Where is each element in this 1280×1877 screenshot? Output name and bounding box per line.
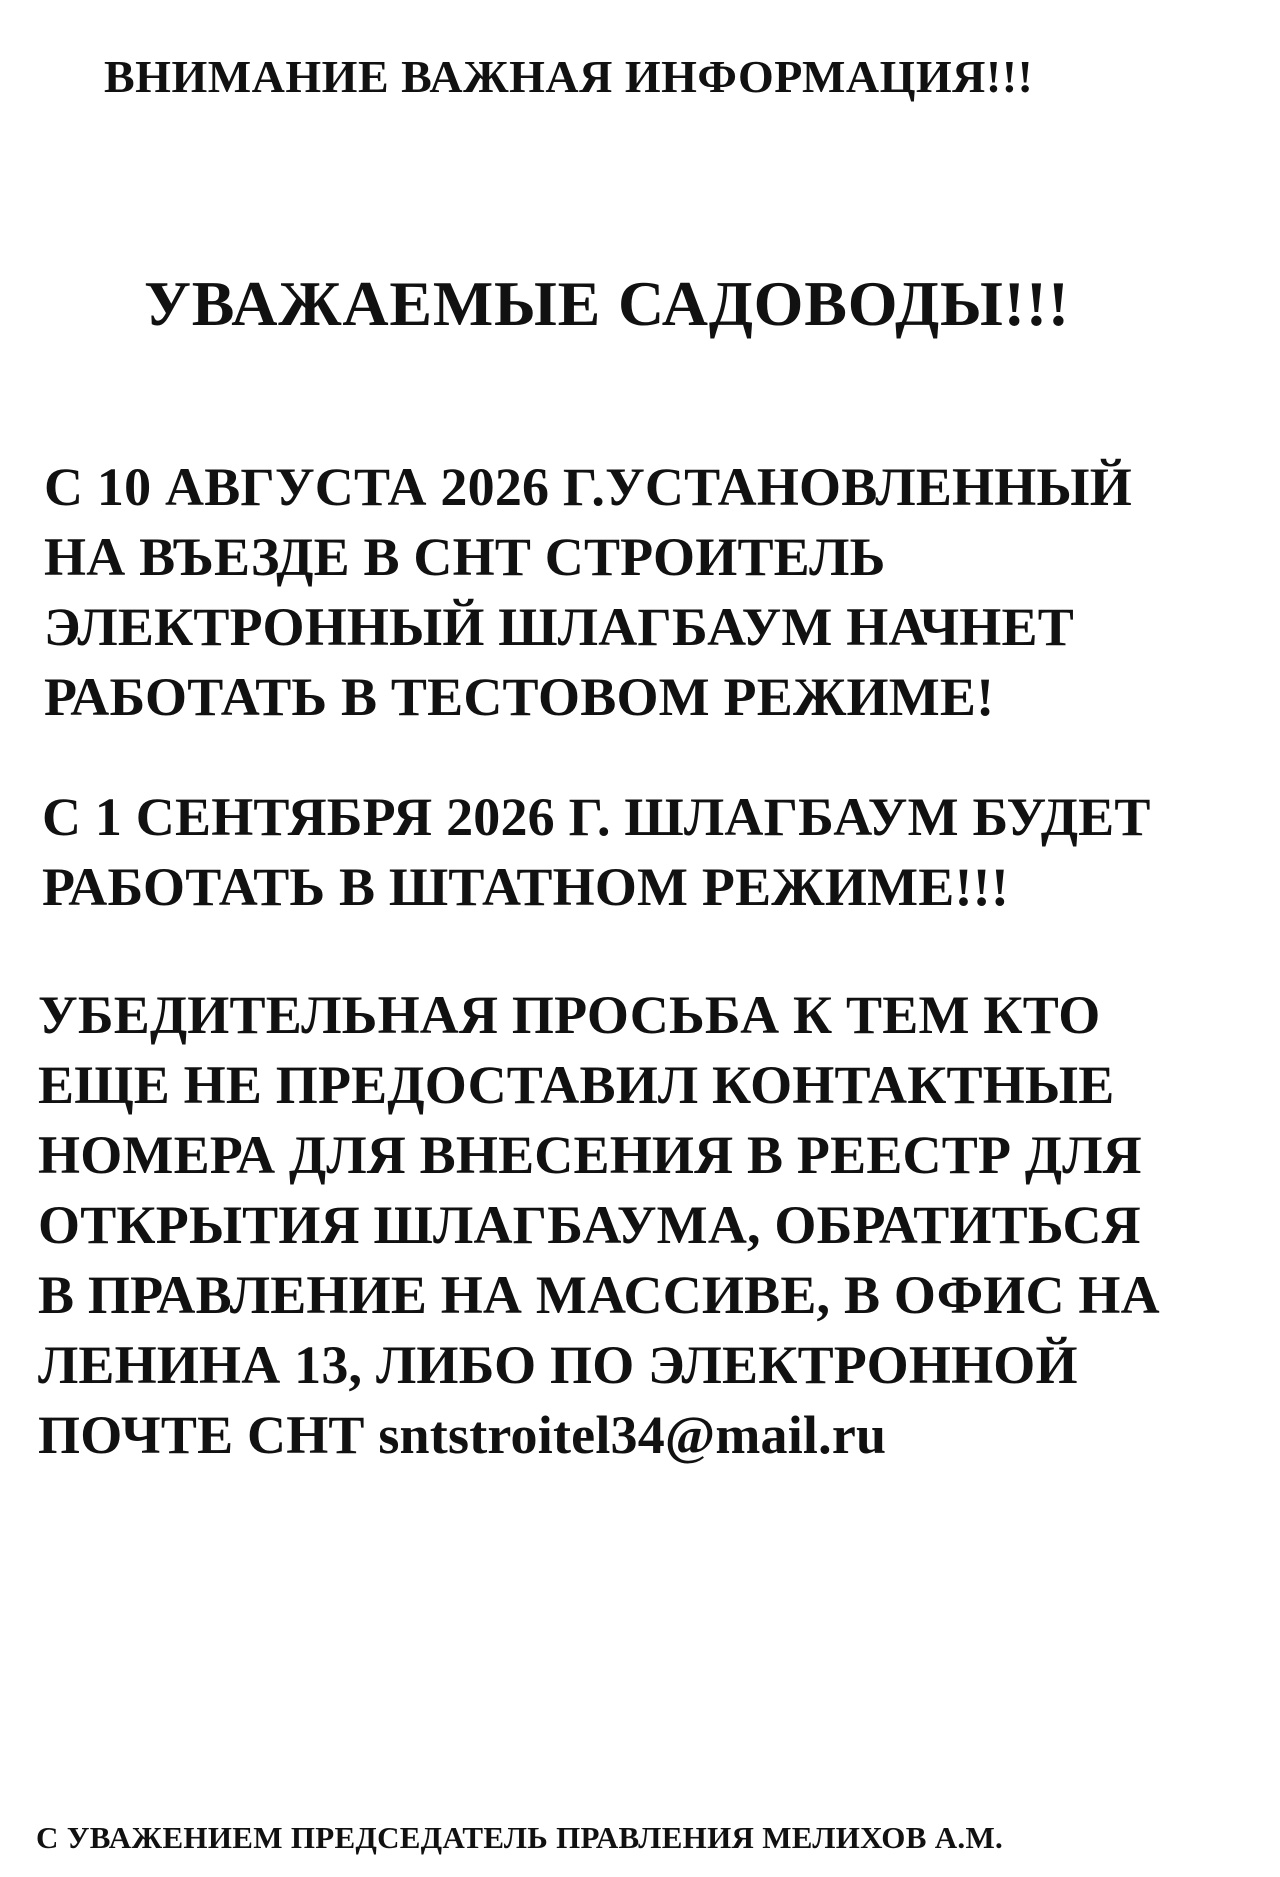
paragraph-line: С 10 АВГУСТА 2026 Г.УСТАНОВЛЕННЫЙ <box>44 457 1132 517</box>
paragraph-line: НОМЕРА ДЛЯ ВНЕСЕНИЯ В РЕЕСТР ДЛЯ <box>38 1125 1142 1185</box>
paragraph-line: ЕЩЕ НЕ ПРЕДОСТАВИЛ КОНТАКТНЫЕ <box>38 1055 1115 1115</box>
paragraph-line: В ПРАВЛЕНИЕ НА МАССИВЕ, В ОФИС НА <box>38 1265 1160 1325</box>
paragraph-line-email: ПОЧТЕ СНТ sntstroitel34@mail.ru <box>38 1405 887 1465</box>
paragraph-line: ОТКРЫТИЯ ШЛАГБАУМА, ОБРАТИТЬСЯ <box>38 1195 1141 1255</box>
paragraph-line: РАБОТАТЬ В ШТАТНОМ РЕЖИМЕ!!! <box>42 857 1010 917</box>
paragraph-line: ЭЛЕКТРОННЫЙ ШЛАГБАУМ НАЧНЕТ <box>44 597 1074 657</box>
paragraph-line: С 1 СЕНТЯБРЯ 2026 Г. ШЛАГБАУМ БУДЕТ <box>42 787 1151 847</box>
paragraph-line: РАБОТАТЬ В ТЕСТОВОМ РЕЖИМЕ! <box>44 667 995 727</box>
paragraph-line: НА ВЪЕЗДЕ В СНТ СТРОИТЕЛЬ <box>44 527 886 587</box>
notice-header: ВНИМАНИЕ ВАЖНАЯ ИНФОРМАЦИЯ!!! <box>104 51 1034 102</box>
paragraph-line: ЛЕНИНА 13, ЛИБО ПО ЭЛЕКТРОННОЙ <box>38 1335 1078 1395</box>
signature: С УВАЖЕНИЕМ ПРЕДСЕДАТЕЛЬ ПРАВЛЕНИЯ МЕЛИХОВ А.М. <box>36 1820 1004 1855</box>
notice-greeting: УВАЖАЕМЫЕ САДОВОДЫ!!! <box>144 268 1070 339</box>
paragraph-line: УБЕДИТЕЛЬНАЯ ПРОСЬБА К ТЕМ КТО <box>38 985 1101 1045</box>
